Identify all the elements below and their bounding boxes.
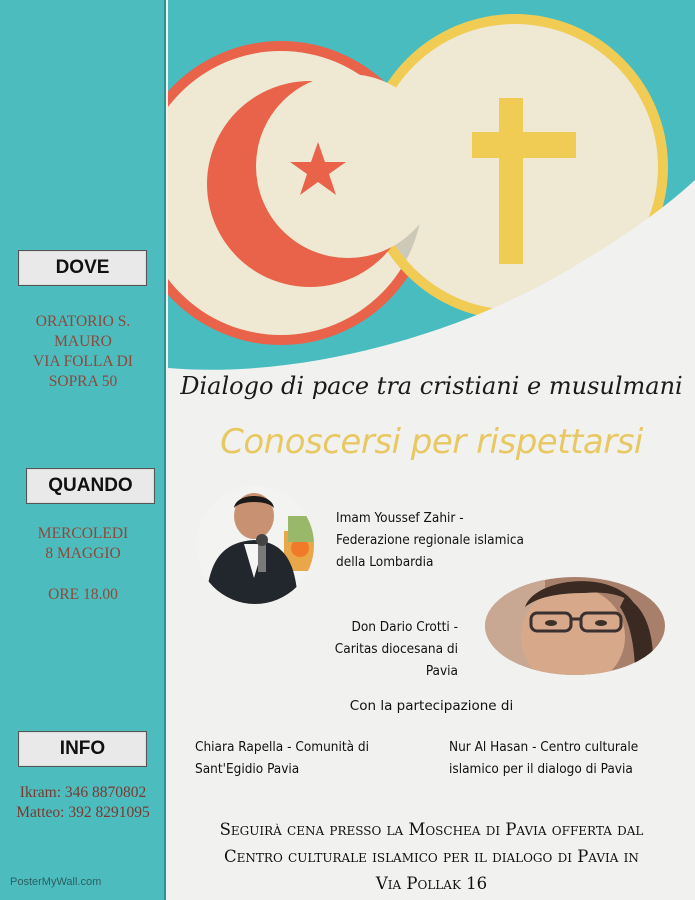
date-line: 8 MAGGIO bbox=[45, 545, 121, 562]
cross-icon bbox=[499, 98, 523, 264]
dinner-notice-line: Via Pollak 16 bbox=[375, 874, 488, 893]
speaker-imam-line: della Lombardia bbox=[336, 554, 434, 570]
participant-nur bbox=[449, 736, 638, 780]
event-date bbox=[0, 524, 166, 564]
event-subtitle: Dialogo di pace tra cristiani e musulmani bbox=[180, 372, 683, 400]
participant-nur-line: islamico per il dialogo di Pavia bbox=[449, 761, 633, 777]
dove-label: DOVE bbox=[18, 250, 147, 286]
info-label: INFO bbox=[18, 731, 147, 767]
speaker-photo-imam bbox=[196, 486, 314, 604]
participant-chiara-line: Sant'Egidio Pavia bbox=[195, 761, 300, 777]
speaker-don bbox=[318, 616, 458, 682]
participation-heading: Con la partecipazione di bbox=[349, 698, 514, 714]
dinner-notice-line: Seguirà cena presso la Moschea di Pavia offerta dal bbox=[219, 820, 644, 839]
interfaith-symbols bbox=[168, 0, 695, 370]
venue-line: MAURO bbox=[54, 333, 112, 350]
contacts bbox=[0, 783, 166, 823]
speaker-imam bbox=[336, 507, 524, 573]
contact-matteo: Matteo: 392 8291095 bbox=[16, 804, 150, 821]
speaker-imam-line: Federazione regionale islamica bbox=[336, 532, 524, 548]
postermywall-credit: PosterMyWall.com bbox=[10, 876, 102, 888]
sidebar bbox=[0, 0, 166, 900]
speaker-don-line: Caritas diocesana di Pavia bbox=[334, 641, 458, 679]
event-time: ORE 18.00 bbox=[48, 586, 118, 603]
speaker-don-line: Don Dario Crotti - bbox=[351, 619, 458, 635]
participant-nur-line: Nur Al Hasan - Centro culturale bbox=[449, 739, 639, 755]
date-line: MERCOLEDI bbox=[37, 525, 129, 542]
speaker-imam-line: Imam Youssef Zahir - bbox=[336, 510, 464, 526]
venue-line: ORATORIO S. bbox=[35, 313, 131, 330]
participant-chiara bbox=[195, 736, 369, 780]
dinner-notice-line: Centro culturale islamico per il dialogo di Pavia in bbox=[224, 847, 639, 866]
participant-chiara-line: Chiara Rapella - Comunità di bbox=[195, 739, 370, 755]
quando-label: QUANDO bbox=[26, 468, 155, 504]
hero-illustration bbox=[168, 0, 695, 370]
speaker-photo-don bbox=[485, 577, 665, 675]
venue-line: SOPRA 50 bbox=[48, 373, 118, 390]
dinner-notice bbox=[168, 816, 695, 897]
contact-ikram: Ikram: 346 8870802 bbox=[19, 784, 147, 801]
venue-line: VIA FOLLA DI bbox=[33, 353, 133, 370]
event-title: Conoscersi per rispettarsi bbox=[220, 422, 643, 462]
venue-address bbox=[0, 312, 166, 392]
